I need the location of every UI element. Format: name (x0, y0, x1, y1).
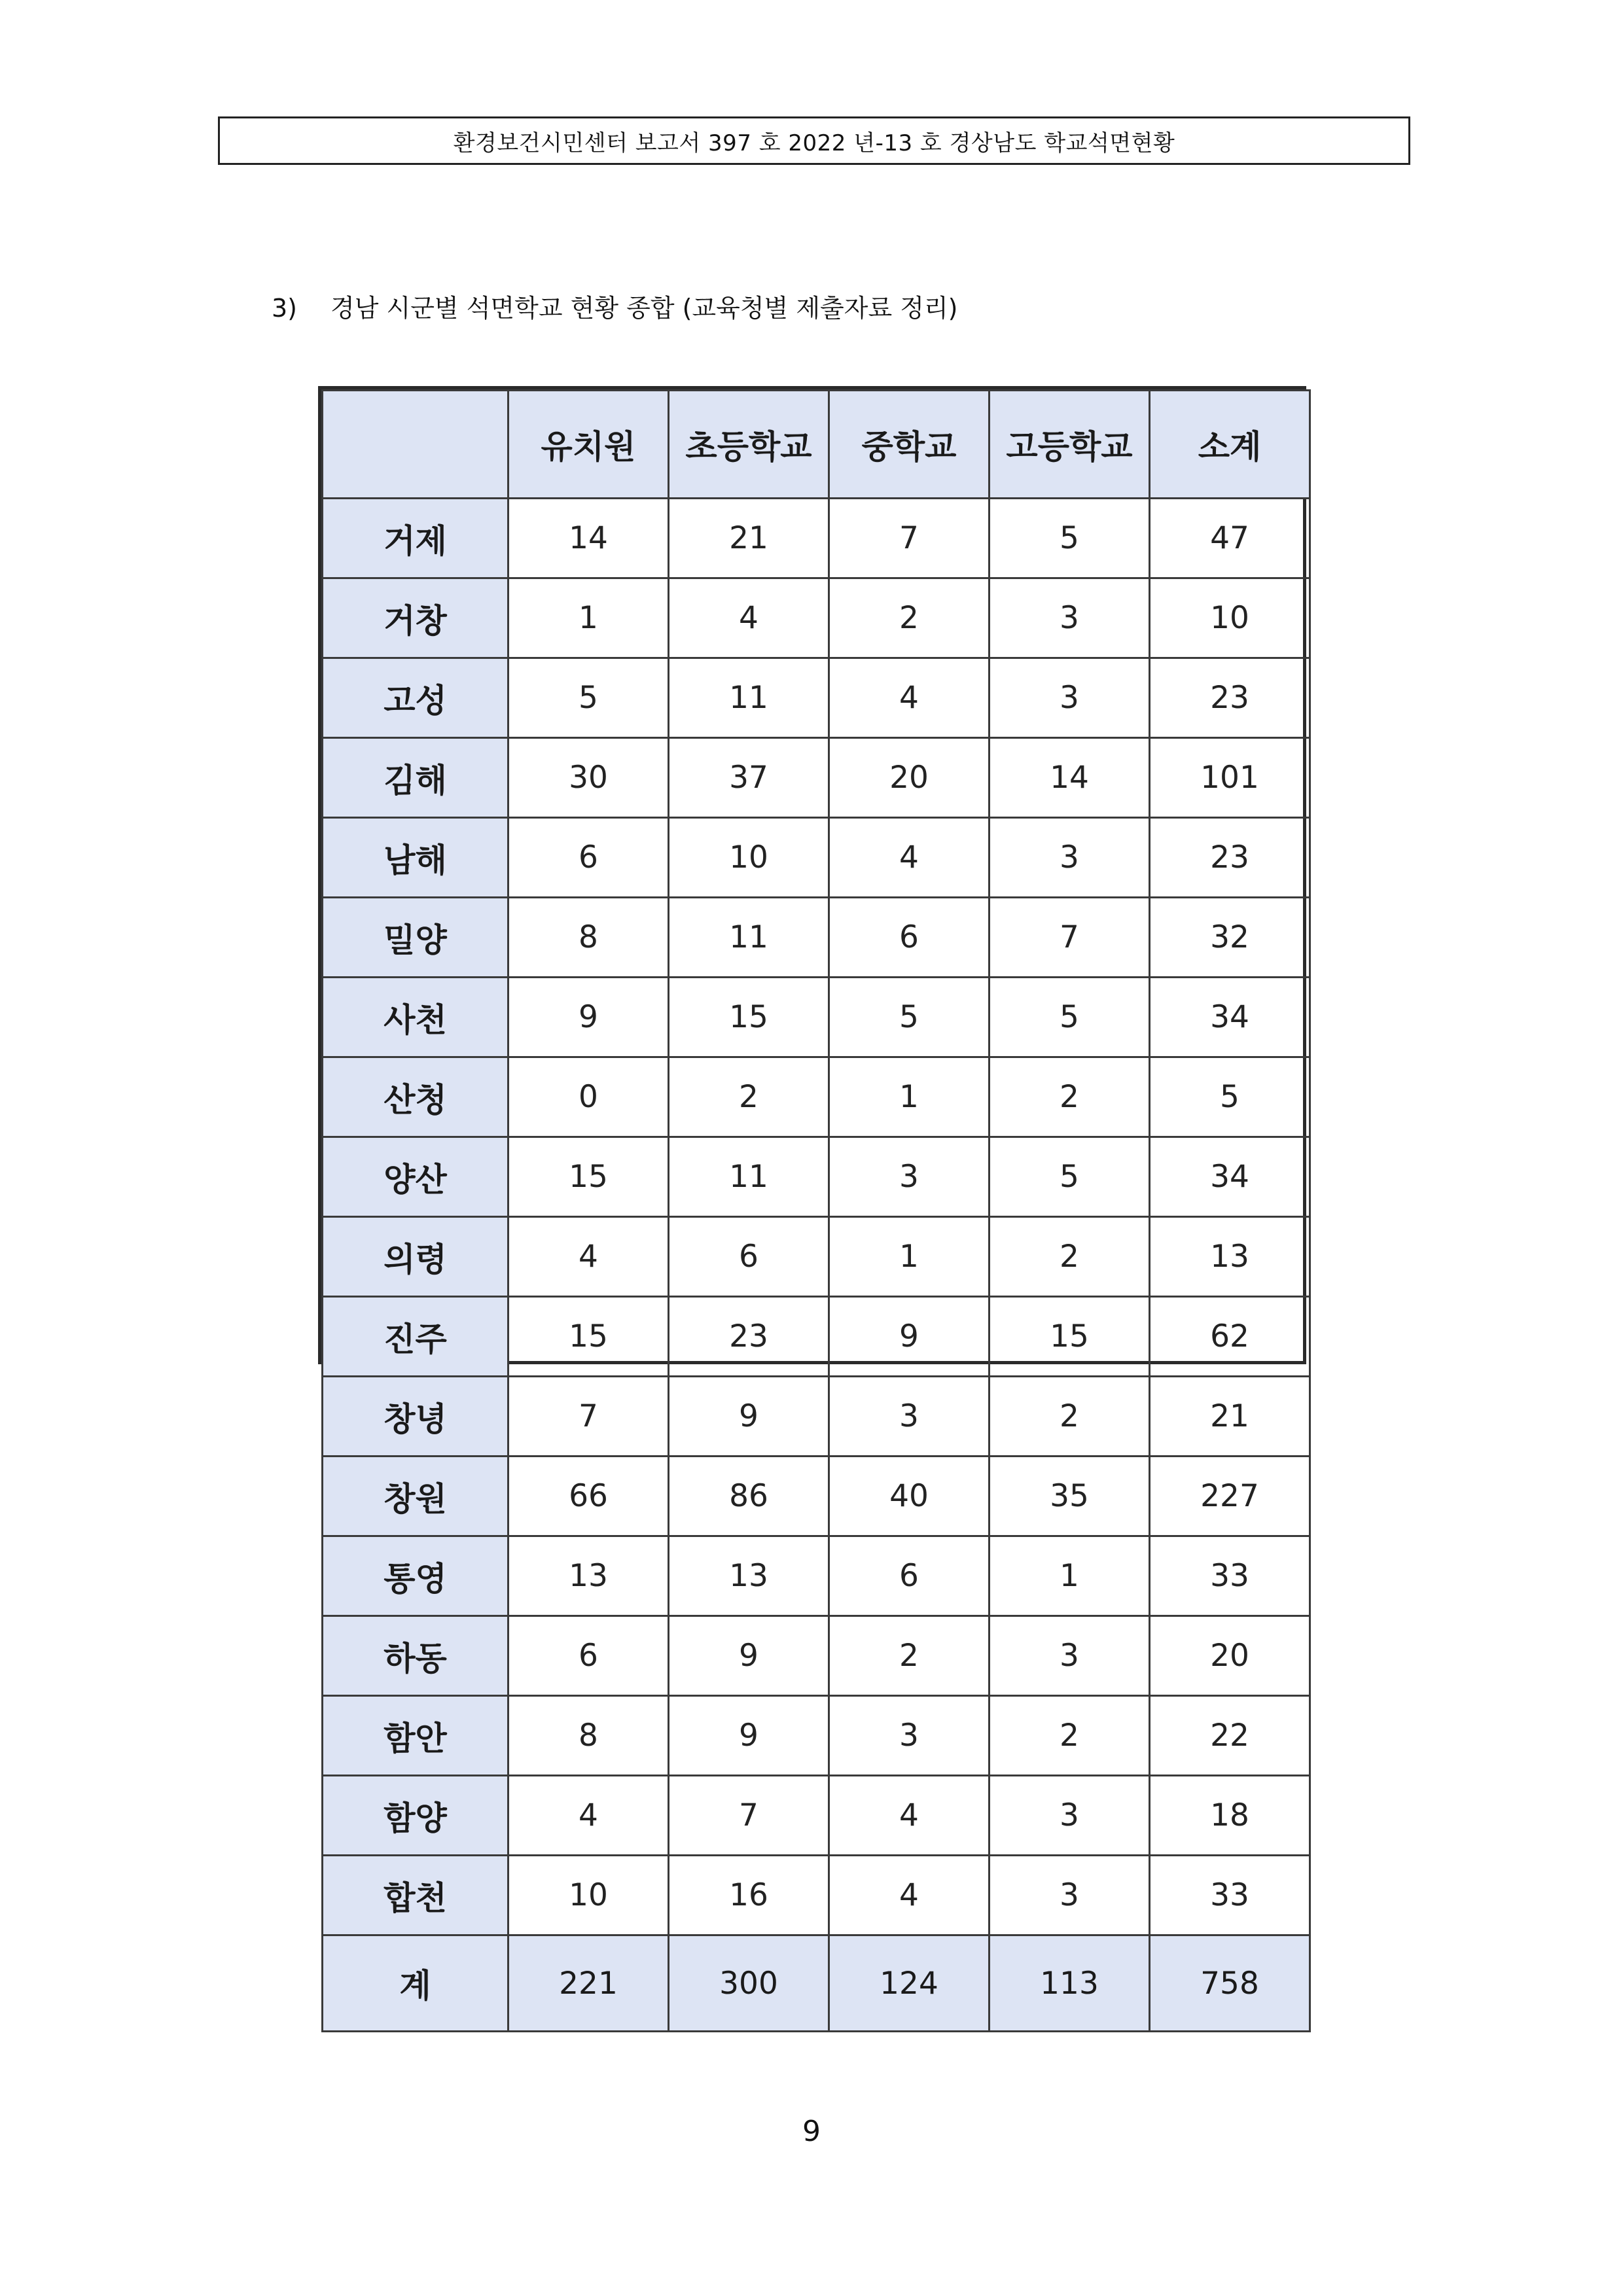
table-cell: 21 (1150, 1377, 1310, 1457)
table-cell: 11 (669, 898, 829, 978)
table-cell: 8 (508, 898, 669, 978)
data-table (321, 389, 1311, 2032)
table-cell: 9 (508, 978, 669, 1057)
table-cell: 34 (1150, 978, 1310, 1057)
table-cell: 2 (829, 1616, 990, 1696)
asbestos-school-table (318, 386, 1306, 2005)
row-label-region: 의령 (323, 1217, 508, 1297)
table-cell: 2 (990, 1057, 1150, 1137)
report-header-text: 환경보건시민센터 보고서 397 호 2022 년-13 호 경상남도 학교석면현황 (453, 130, 1175, 156)
table-row (323, 578, 1310, 658)
total-cell: 221 (508, 1935, 669, 2032)
total-row-label: 계 (323, 1935, 508, 2032)
table-cell: 47 (1150, 499, 1310, 578)
report-header (218, 116, 1410, 165)
column-header-subtotal: 소계 (1150, 391, 1310, 499)
table-row (323, 1696, 1310, 1776)
table-total-row (323, 1935, 1310, 2032)
table-cell: 5 (508, 658, 669, 738)
table-row (323, 818, 1310, 898)
row-label-region: 남해 (323, 818, 508, 898)
row-label-region: 양산 (323, 1137, 508, 1217)
table-cell: 5 (1150, 1057, 1310, 1137)
table-cell: 101 (1150, 738, 1310, 818)
table-row (323, 978, 1310, 1057)
table-cell: 13 (1150, 1217, 1310, 1297)
row-label-region: 창녕 (323, 1377, 508, 1457)
table-row (323, 1856, 1310, 1935)
table-cell: 14 (990, 738, 1150, 818)
row-label-region: 진주 (323, 1297, 508, 1377)
table-row (323, 499, 1310, 578)
section-number: 3) (272, 294, 298, 323)
table-cell: 15 (508, 1137, 669, 1217)
table-cell: 9 (669, 1377, 829, 1457)
total-cell: 758 (1150, 1935, 1310, 2032)
table-body (323, 499, 1310, 1935)
table-cell: 34 (1150, 1137, 1310, 1217)
table-cell: 3 (990, 818, 1150, 898)
row-label-region: 함양 (323, 1776, 508, 1856)
table-cell: 2 (669, 1057, 829, 1137)
table-cell: 15 (669, 978, 829, 1057)
row-label-region: 함안 (323, 1696, 508, 1776)
table-cell: 3 (990, 658, 1150, 738)
table-cell: 1 (508, 578, 669, 658)
table-cell: 22 (1150, 1696, 1310, 1776)
row-label-region: 하동 (323, 1616, 508, 1696)
table-cell: 4 (829, 1856, 990, 1935)
total-cell: 113 (990, 1935, 1150, 2032)
total-cell: 124 (829, 1935, 990, 2032)
table-cell: 8 (508, 1696, 669, 1776)
section-heading (272, 288, 958, 324)
table-row (323, 1057, 1310, 1137)
total-cell: 300 (669, 1935, 829, 2032)
table-cell: 2 (990, 1377, 1150, 1457)
row-label-region: 고성 (323, 658, 508, 738)
table-cell: 6 (829, 1536, 990, 1616)
table-cell: 2 (829, 578, 990, 658)
row-label-region: 밀양 (323, 898, 508, 978)
table-cell: 5 (990, 499, 1150, 578)
table-cell: 11 (669, 658, 829, 738)
table-cell: 6 (508, 818, 669, 898)
row-label-region: 통영 (323, 1536, 508, 1616)
row-label-region: 김해 (323, 738, 508, 818)
table-cell: 3 (829, 1137, 990, 1217)
column-header-elementary: 초등학교 (669, 391, 829, 499)
table-cell: 6 (829, 898, 990, 978)
table-cell: 4 (508, 1776, 669, 1856)
table-row (323, 738, 1310, 818)
row-label-region: 산청 (323, 1057, 508, 1137)
table-cell: 15 (990, 1297, 1150, 1377)
table-cell: 40 (829, 1457, 990, 1536)
table-row (323, 1616, 1310, 1696)
column-header-middle: 중학교 (829, 391, 990, 499)
table-cell: 23 (1150, 658, 1310, 738)
table-cell: 227 (1150, 1457, 1310, 1536)
table-cell: 9 (829, 1297, 990, 1377)
table-cell: 66 (508, 1457, 669, 1536)
table-cell: 4 (829, 1776, 990, 1856)
table-cell: 32 (1150, 898, 1310, 978)
table-cell: 4 (508, 1217, 669, 1297)
table-cell: 6 (508, 1616, 669, 1696)
table-cell: 10 (508, 1856, 669, 1935)
table-cell: 33 (1150, 1536, 1310, 1616)
table-cell: 20 (829, 738, 990, 818)
row-label-region: 거창 (323, 578, 508, 658)
table-cell: 20 (1150, 1616, 1310, 1696)
table-cell: 4 (829, 818, 990, 898)
table-row (323, 1377, 1310, 1457)
table-cell: 9 (669, 1696, 829, 1776)
table-cell: 0 (508, 1057, 669, 1137)
table-cell: 6 (669, 1217, 829, 1297)
table-cell: 10 (1150, 578, 1310, 658)
table-row (323, 658, 1310, 738)
table-row (323, 1776, 1310, 1856)
row-label-region: 창원 (323, 1457, 508, 1536)
table-cell: 9 (669, 1616, 829, 1696)
table-cell: 33 (1150, 1856, 1310, 1935)
table-cell: 13 (508, 1536, 669, 1616)
table-cell: 16 (669, 1856, 829, 1935)
section-title-text: 경남 시군별 석면학교 현황 종합 (교육청별 제출자료 정리) (330, 294, 958, 323)
table-cell: 1 (990, 1536, 1150, 1616)
table-cell: 14 (508, 499, 669, 578)
table-cell: 10 (669, 818, 829, 898)
table-cell: 62 (1150, 1297, 1310, 1377)
column-header-kindergarten: 유치원 (508, 391, 669, 499)
table-row (323, 1536, 1310, 1616)
table-cell: 4 (669, 578, 829, 658)
table-cell: 2 (990, 1217, 1150, 1297)
table-cell: 11 (669, 1137, 829, 1217)
table-cell: 2 (990, 1696, 1150, 1776)
table-cell: 3 (829, 1696, 990, 1776)
table-cell: 13 (669, 1536, 829, 1616)
table-cell: 21 (669, 499, 829, 578)
table-cell: 7 (990, 898, 1150, 978)
table-cell: 30 (508, 738, 669, 818)
table-row (323, 1137, 1310, 1217)
table-cell: 3 (990, 1776, 1150, 1856)
table-cell: 7 (508, 1377, 669, 1457)
table-header-row (323, 391, 1310, 499)
table-cell: 18 (1150, 1776, 1310, 1856)
row-label-region: 합천 (323, 1856, 508, 1935)
table-cell: 3 (829, 1377, 990, 1457)
row-label-region: 거제 (323, 499, 508, 578)
table-row (323, 1457, 1310, 1536)
table-row (323, 1297, 1310, 1377)
column-header-high: 고등학교 (990, 391, 1150, 499)
page-number: 9 (802, 2115, 821, 2148)
table-cell: 5 (990, 1137, 1150, 1217)
table-cell: 86 (669, 1457, 829, 1536)
table-cell: 7 (829, 499, 990, 578)
table-cell: 23 (1150, 818, 1310, 898)
table-cell: 1 (829, 1217, 990, 1297)
row-label-region: 사천 (323, 978, 508, 1057)
table-cell: 23 (669, 1297, 829, 1377)
table-cell: 7 (669, 1776, 829, 1856)
table-cell: 5 (829, 978, 990, 1057)
table-cell: 37 (669, 738, 829, 818)
table-cell: 3 (990, 1856, 1150, 1935)
table-cell: 3 (990, 578, 1150, 658)
table-corner-cell (323, 391, 508, 499)
table-cell: 3 (990, 1616, 1150, 1696)
table-cell: 35 (990, 1457, 1150, 1536)
table-cell: 1 (829, 1057, 990, 1137)
table-cell: 4 (829, 658, 990, 738)
table-cell: 5 (990, 978, 1150, 1057)
table-row (323, 1217, 1310, 1297)
table-cell: 15 (508, 1297, 669, 1377)
table-row (323, 898, 1310, 978)
